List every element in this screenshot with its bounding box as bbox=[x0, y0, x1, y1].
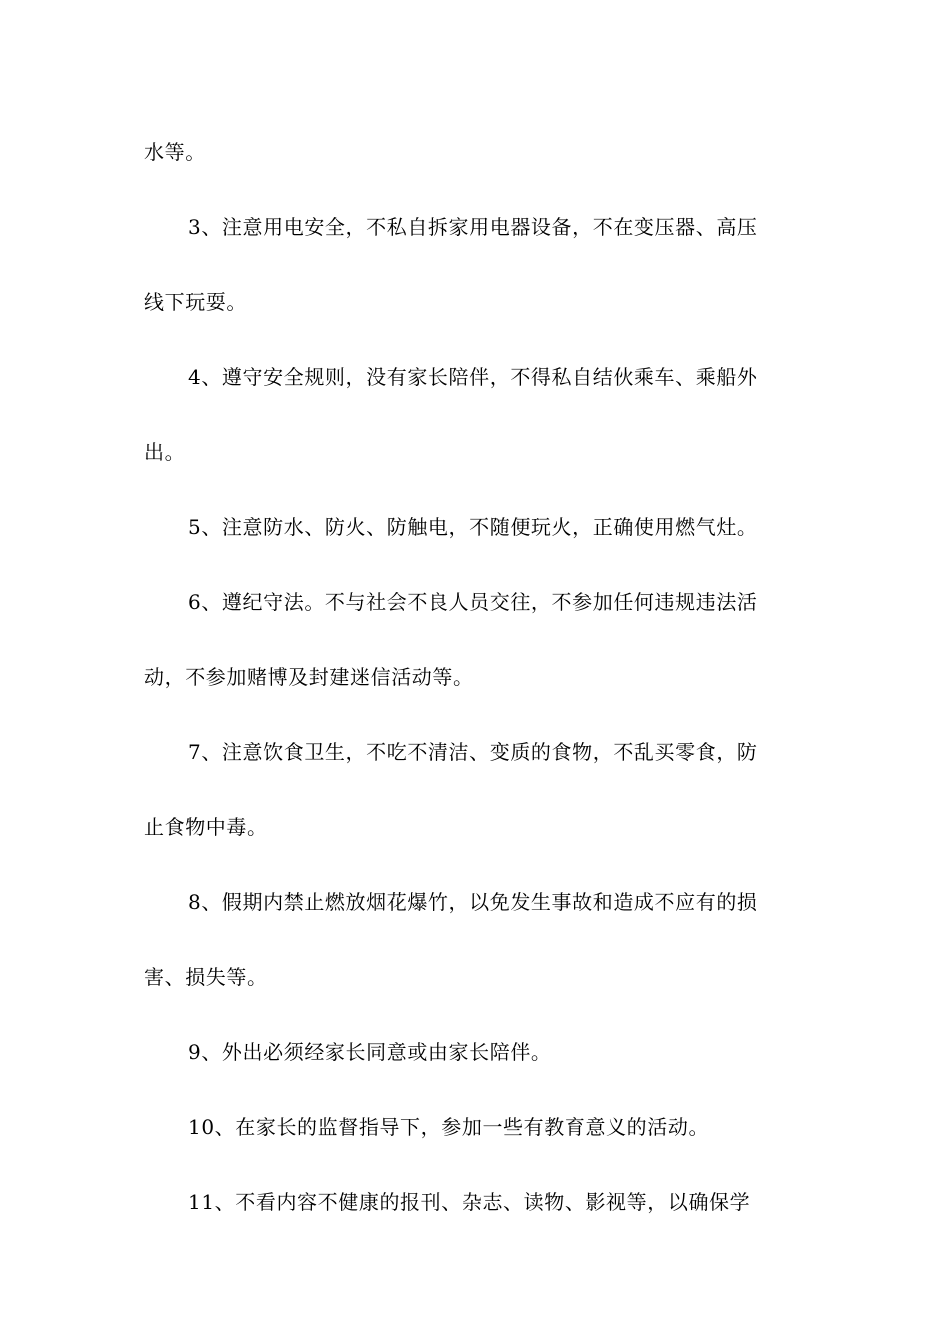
paragraph-line: 水等。 bbox=[144, 140, 206, 164]
paragraph-line: 3、注意用电安全，不私自拆家用电器设备，不在变压器、高压 bbox=[188, 215, 758, 239]
paragraph-line: 8、假期内禁止燃放烟花爆竹，以免发生事故和造成不应有的损 bbox=[188, 890, 758, 914]
paragraph-line: 出。 bbox=[144, 440, 186, 464]
paragraph-line: 9、外出必须经家长同意或由家长陪伴。 bbox=[188, 1040, 552, 1064]
paragraph-line: 害、损失等。 bbox=[144, 965, 268, 989]
paragraph-line: 4、遵守安全规则，没有家长陪伴，不得私自结伙乘车、乘船外 bbox=[188, 365, 758, 389]
paragraph-line: 止食物中毒。 bbox=[144, 815, 268, 839]
paragraph-line: 11、不看内容不健康的报刊、杂志、读物、影视等，以确保学 bbox=[188, 1190, 751, 1214]
paragraph-line: 动，不参加赌博及封建迷信活动等。 bbox=[144, 665, 474, 689]
paragraph-line: 6、遵纪守法。不与社会不良人员交往，不参加任何违规违法活 bbox=[188, 590, 758, 614]
paragraph-line: 7、注意饮食卫生，不吃不清洁、变质的食物，不乱买零食，防 bbox=[188, 740, 758, 764]
paragraph-line: 10、在家长的监督指导下，参加一些有教育意义的活动。 bbox=[188, 1115, 710, 1139]
paragraph-line: 线下玩耍。 bbox=[144, 290, 247, 314]
paragraph-line: 5、注意防水、防火、防触电，不随便玩火，正确使用燃气灶。 bbox=[188, 515, 758, 539]
